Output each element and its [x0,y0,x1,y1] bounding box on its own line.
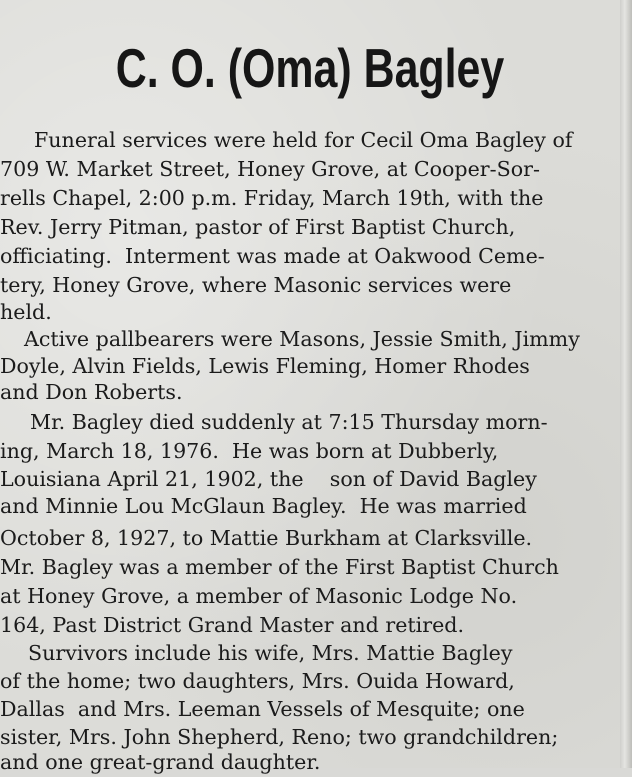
body-line: October 8, 1927, to Mattie Burkham at Clarksville. [0,526,533,550]
body-line: held. [0,300,52,324]
body-line: Mr. Bagley died suddenly at 7:15 Thursday morn- [30,410,548,434]
body-line: Dallas and Mrs. Leeman Vessels of Mesquite; one [0,697,525,721]
body-line: Mr. Bagley was a member of the First Baptist Church [0,555,559,579]
body-line: 164, Past District Grand Master and retired. [0,613,465,637]
body-line: officiating. Interment was made at Oakwood Ceme- [0,244,545,268]
body-line: Doyle, Alvin Fields, Lewis Fleming, Homer Rhodes [0,354,530,378]
body-line: Active pallbearers were Masons, Jessie Smith, Jimmy [24,327,580,351]
body-line: sister, Mrs. John Shepherd, Reno; two grandchildren; [0,725,559,749]
body-line: Funeral services were held for Cecil Oma Bagley of [34,128,573,152]
body-line: rells Chapel, 2:00 p.m. Friday, March 19th, with the [0,186,544,210]
body-line: at Honey Grove, a member of Masonic Lodge No. [0,584,518,608]
body-line: ing, March 18, 1976. He was born at Dubberly, [0,439,499,463]
body-line: and one great-grand daughter. [0,750,321,774]
obituary-headline: C. O. (Oma) Bagley [115,37,505,99]
body-line: tery, Honey Grove, where Masonic services were [0,273,512,297]
body-line: Rev. Jerry Pitman, pastor of First Baptist Church, [0,215,516,239]
body-line: Survivors include his wife, Mrs. Mattie Bagley [28,641,513,665]
body-line: and Don Roberts. [0,380,183,404]
body-line: and Minnie Lou McGlaun Bagley. He was married [0,494,527,518]
body-line: of the home; two daughters, Mrs. Ouida Howard, [0,669,515,693]
body-line: 709 W. Market Street, Honey Grove, at Cooper-Sor- [0,157,540,181]
clipping-edge [620,0,632,768]
body-line: Louisiana April 21, 1902, the son of David Bagley [0,467,537,491]
